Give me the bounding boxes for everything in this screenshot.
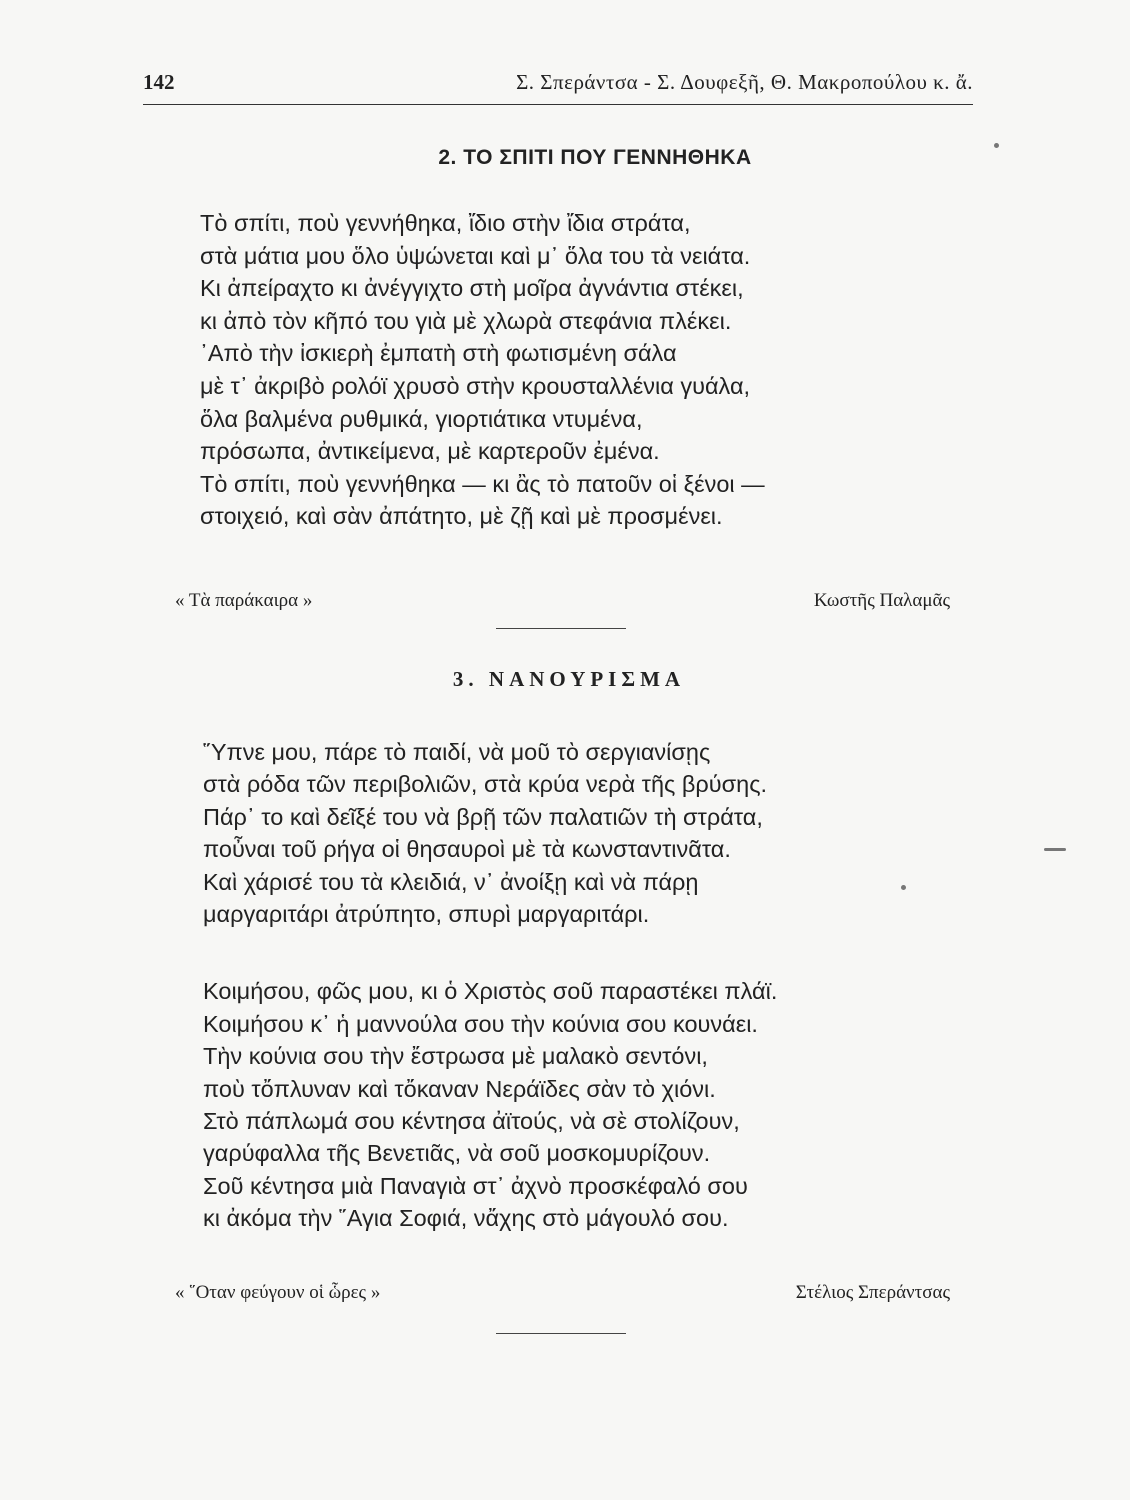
ink-speck — [1044, 848, 1066, 851]
poem-line: Τὸ σπίτι, ποὺ γεννήθηκα, ἴδιο στὴν ἴδια στράτα, — [200, 210, 691, 236]
poem-line: Σοῦ κέντησα μιὰ Παναγιὰ στ᾽ ἀχνὸ προσκέφαλό σου — [203, 1172, 748, 1199]
poem-line: στοιχειό, καὶ σὰν ἀπάτητο, μὲ ζῇ καὶ μὲ προσμένει. — [200, 503, 723, 530]
running-head — [143, 70, 973, 102]
poem-line: Στὸ πάπλωμά σου κέντησα ἀϊτούς, νὰ σὲ στολίζουν, — [203, 1107, 740, 1134]
header-authors: Σ. Σπεράντσα - Σ. Δουφεξῆ, Θ. Μακροπούλου κ. ἄ. — [516, 70, 973, 94]
poem-line: ῞Υπνε μου, πάρε τὸ παιδί, νὰ μοῦ τὸ σεργιανίσῃς — [203, 739, 711, 765]
poem-line: κι ἀπὸ τὸν κῆπό του γιὰ μὲ χλωρὰ στεφάνια πλέκει. — [200, 307, 732, 334]
ink-speck — [901, 885, 906, 890]
poem-line: ποὺ τὄπλυναν καὶ τὄκαναν Νεράϊδες σὰν τὸ χιόνι. — [203, 1075, 716, 1102]
poem-line: μὲ τ᾽ ἀκριβὸ ρολόϊ χρυσὸ στὴν κρουσταλλένια γυάλα, — [200, 372, 751, 399]
poem-line: Κοιμήσου κ᾽ ἡ μαννούλα σου τὴν κούνια σου κουνάει. — [203, 1010, 758, 1037]
poem-lullaby — [203, 736, 963, 1234]
attribution-lullaby — [175, 1282, 950, 1312]
stanza-break — [203, 930, 963, 975]
poem-line: Κοιμήσου, φῶς μου, κι ὁ Χριστὸς σοῦ παραστέκει πλάϊ. — [203, 978, 778, 1005]
poem-author: Στέλιος Σπεράντσας — [795, 1282, 950, 1303]
poem-line: ᾽Απὸ τὴν ἰσκιερὴ ἐμπατὴ στὴ φωτισμένη σάλα — [200, 340, 677, 367]
attribution-house — [175, 590, 950, 620]
poem-house — [200, 207, 960, 533]
poem-title-lullaby: 3. ΝΑΝΟΥΡΙΣΜΑ — [452, 667, 686, 691]
poem-line: ὅλα βαλμένα ρυθμικά, γιορτιάτικα ντυμένα, — [200, 405, 643, 432]
poem-line: Τὴν κούνια σου τὴν ἔστρωσα μὲ μαλακὸ σεντόνι, — [203, 1043, 708, 1070]
poem-line: Καὶ χάρισέ του τὰ κλειδιά, ν᾽ ἀνοίξῃ καὶ νὰ πάρῃ — [203, 868, 699, 895]
poem-line: κι ἀκόμα τὴν ῞Αγια Σοφιά, νἄχης στὸ μάγουλό σου. — [203, 1205, 729, 1232]
source-title: « ῞Οταν φεύγουν οἱ ὧρες » — [175, 1282, 381, 1303]
section-separator — [496, 1333, 626, 1334]
header-rule — [143, 104, 973, 105]
poem-author: Κωστῆς Παλαμᾶς — [813, 590, 950, 611]
page-number: 142 — [143, 70, 175, 94]
poem-line: στὰ μάτια μου ὅλο ὑψώνεται καὶ μ᾽ ὅλα του τὰ νειάτα. — [200, 242, 751, 269]
poem-line: Τὸ σπίτι, ποὺ γεννήθηκα — κι ἂς τὸ πατοῦν οἱ ξένοι — — [200, 470, 765, 497]
poem-line: ποὖναι τοῦ ρήγα οἱ θησαυροὶ μὲ τὰ κωνσταντινᾶτα. — [203, 836, 731, 863]
poem-line: Πάρ᾽ το καὶ δεῖξέ του νὰ βρῇ τῶν παλατιῶν τὴ στράτα, — [203, 803, 763, 830]
poem-line: στὰ ρόδα τῶν περιβολιῶν, στὰ κρύα νερὰ τῆς βρύσης. — [203, 771, 768, 798]
section-separator — [496, 628, 626, 629]
poem-line: μαργαριτάρι ἀτρύπητο, σπυρὶ μαργαριτάρι. — [203, 900, 650, 927]
poem-line: γαρύφαλλα τῆς Βενετιᾶς, νὰ σοῦ μοσκομυρίζουν. — [203, 1140, 711, 1167]
ink-speck — [994, 143, 999, 148]
source-title: « Τὰ παράκαιρα » — [175, 590, 313, 611]
poem-title-house: 2. ΤΟ ΣΠΙΤΙ ΠΟΥ ΓΕΝΝΗΘΗΚΑ — [438, 146, 752, 169]
poem-line: πρόσωπα, ἀντικείμενα, μὲ καρτεροῦν ἐμένα. — [200, 438, 660, 465]
poem-line: Κι ἀπείραχτο κι ἀνέγγιχτο στὴ μοῖρα ἀγνάντια στέκει, — [200, 275, 744, 302]
